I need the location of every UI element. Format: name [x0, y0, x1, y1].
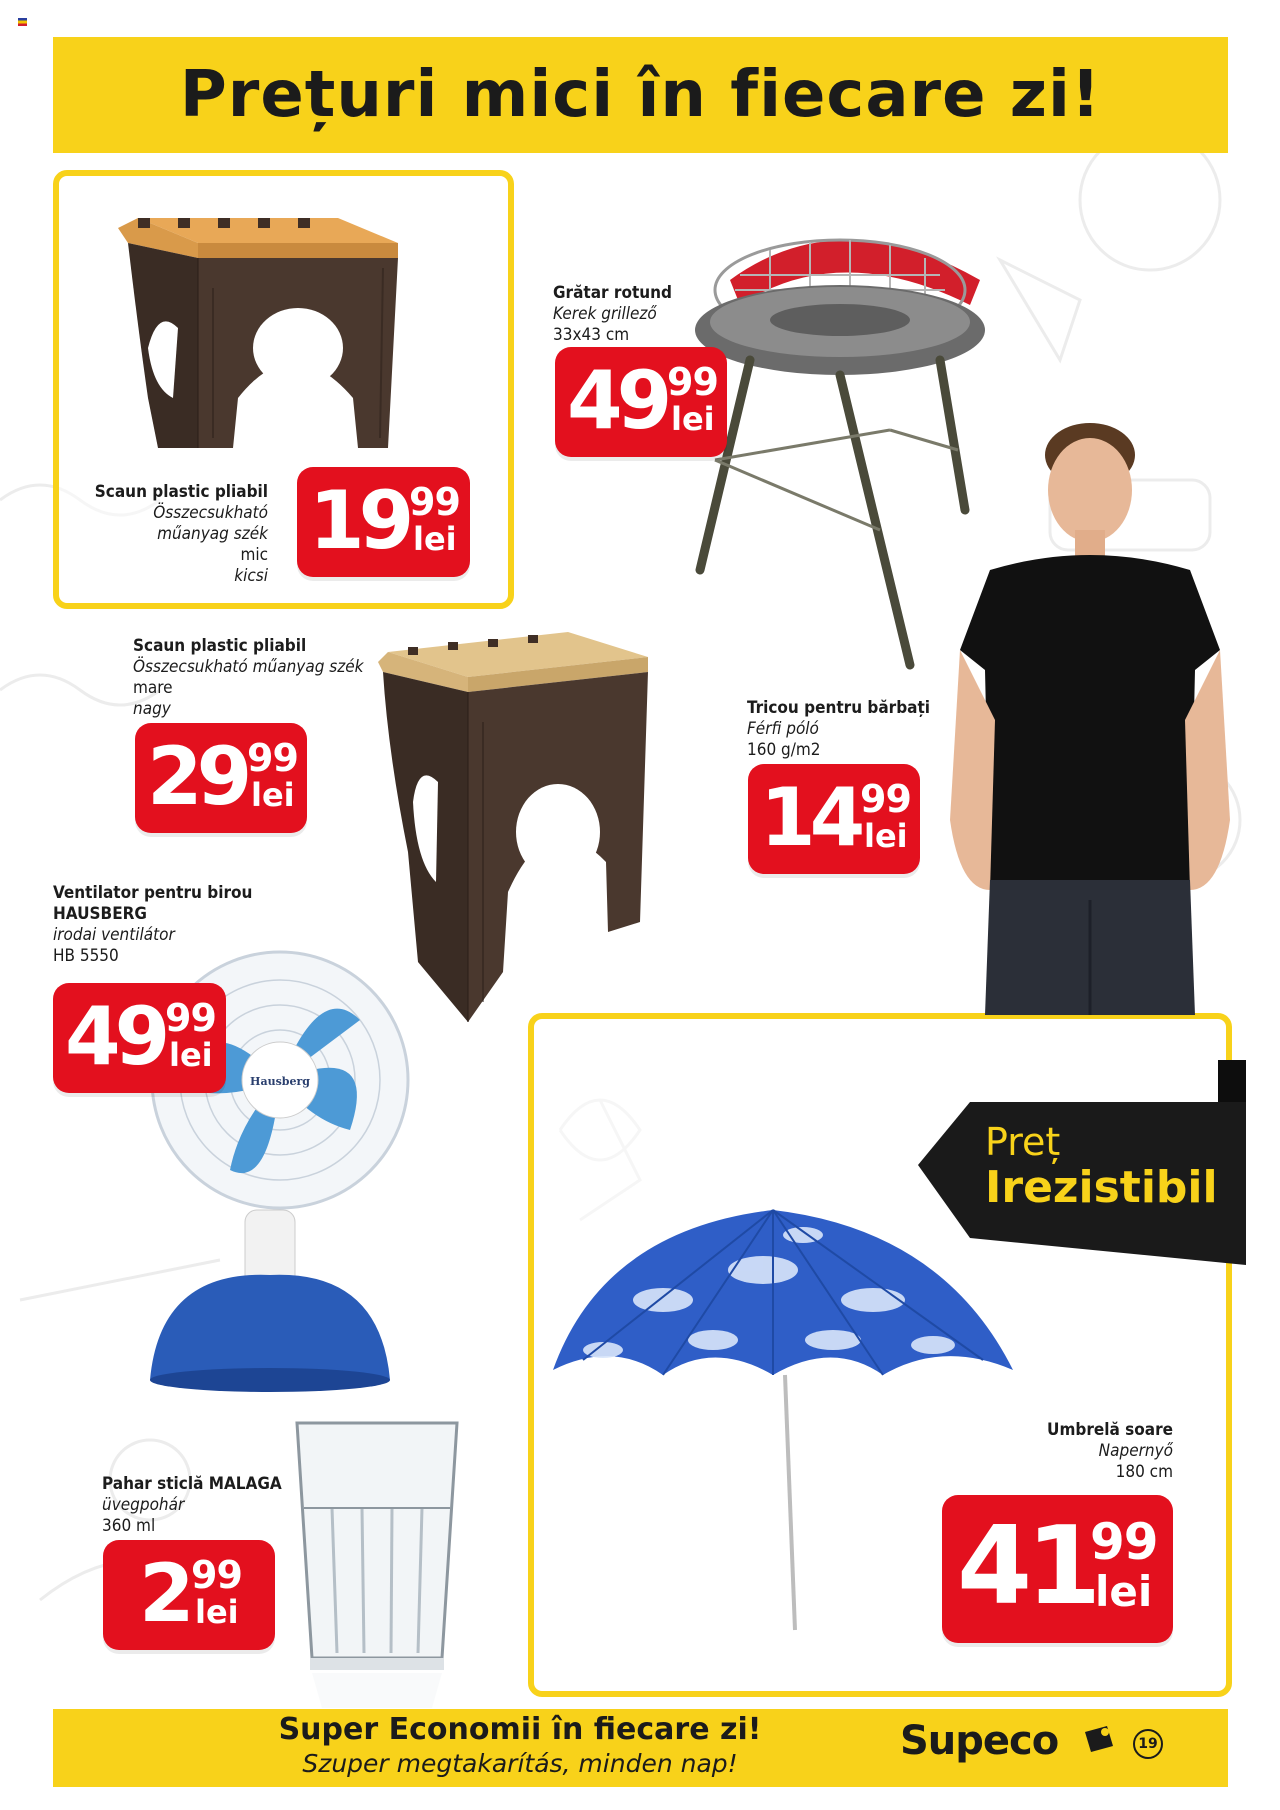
price-decimals: 99	[191, 1553, 242, 1597]
price-decimals: 99	[860, 777, 911, 821]
glass-image	[292, 1418, 462, 1708]
product-info-glass	[102, 1474, 322, 1537]
price-tag-stool-small	[297, 467, 470, 577]
product-info-stool-small	[60, 482, 268, 587]
product-size-hu: kicsi	[234, 566, 268, 586]
product-info-stool-large	[133, 636, 413, 720]
supeco-logo: Supeco	[900, 1718, 1059, 1764]
supeco-logo-icon	[1083, 1722, 1117, 1756]
price-integer: 2	[139, 1547, 189, 1640]
product-info-tshirt	[747, 698, 947, 761]
footer-slogan-ro: Super Economii în fiecare zi!	[278, 1712, 762, 1747]
product-name: Ventilator pentru birou	[53, 883, 253, 903]
price-currency: lei	[195, 1593, 239, 1631]
product-name: Scaun plastic pliabil	[133, 636, 307, 656]
product-name: Umbrelă soare	[1047, 1420, 1173, 1440]
product-size: 180 cm	[1115, 1462, 1173, 1482]
price-integer: 49	[65, 990, 165, 1083]
price-integer: 19	[309, 474, 409, 567]
product-name-hu-2: műanyag szék	[157, 524, 268, 544]
product-info-grill	[553, 283, 753, 346]
price-integer: 14	[760, 771, 860, 864]
price-decimals: 99	[247, 736, 298, 780]
product-name: Tricou pentru bărbați	[747, 698, 931, 718]
ribbon-line-1: Preț	[985, 1120, 1061, 1164]
price-currency: lei	[671, 400, 715, 438]
product-info-umbrella	[960, 1420, 1173, 1483]
product-name-hu: Összecsukható	[153, 503, 268, 523]
price-currency: lei	[864, 817, 908, 855]
page-number: 19	[1133, 1729, 1163, 1759]
price-decimals: 99	[1090, 1513, 1158, 1571]
language-flag-icon	[18, 18, 27, 26]
small-stool-image	[118, 198, 408, 488]
grill-image	[690, 210, 990, 680]
price-integer: 41	[957, 1504, 1096, 1629]
price-decimals: 99	[667, 360, 718, 404]
product-size: mare	[133, 678, 173, 698]
price-currency: lei	[1095, 1567, 1153, 1616]
price-tag-glass	[103, 1540, 275, 1650]
price-tag-umbrella	[942, 1495, 1173, 1643]
product-name: Scaun plastic pliabil	[94, 482, 268, 502]
product-model: HB 5550	[53, 946, 119, 966]
product-size-hu: nagy	[133, 699, 171, 719]
product-size: 360 ml	[102, 1516, 156, 1536]
price-integer: 49	[567, 354, 667, 447]
price-integer: 29	[147, 730, 247, 823]
footer-slogan-hu: Szuper megtakarítás, minden nap!	[302, 1749, 738, 1778]
large-stool-image	[378, 632, 658, 1032]
tshirt-model-image	[950, 420, 1230, 1015]
product-name-hu: üvegpohár	[102, 1495, 185, 1515]
product-info-fan	[53, 883, 293, 967]
price-currency: lei	[413, 520, 457, 558]
page-title: Prețuri mici în fiecare zi!	[179, 58, 1102, 132]
price-tag-fan	[53, 983, 226, 1093]
price-currency: lei	[251, 776, 295, 814]
product-name: Pahar sticlă MALAGA	[102, 1474, 282, 1494]
product-size: 33x43 cm	[553, 325, 630, 345]
price-currency: lei	[169, 1036, 213, 1074]
product-size: 160 g/m2	[747, 740, 821, 760]
product-name-hu: Összecsukható műanyag szék	[133, 657, 364, 677]
product-size: mic	[240, 545, 268, 565]
fan-brand-label: Hausberg	[250, 1075, 310, 1088]
product-name: Grătar rotund	[553, 283, 673, 303]
price-tag-tshirt	[748, 764, 920, 874]
product-name-hu: Napernyő	[1098, 1441, 1173, 1461]
product-name-hu: Kerek grillező	[553, 304, 657, 324]
price-tag-grill	[555, 347, 727, 457]
price-tag-stool-large	[135, 723, 307, 833]
product-name-hu: irodai ventilátor	[53, 925, 175, 945]
price-decimals: 99	[165, 996, 216, 1040]
product-name-hu: Férfi póló	[747, 719, 819, 739]
product-brand: HAUSBERG	[53, 904, 147, 924]
ribbon-line-2: Irezistibil	[985, 1162, 1218, 1213]
price-decimals: 99	[409, 480, 460, 524]
